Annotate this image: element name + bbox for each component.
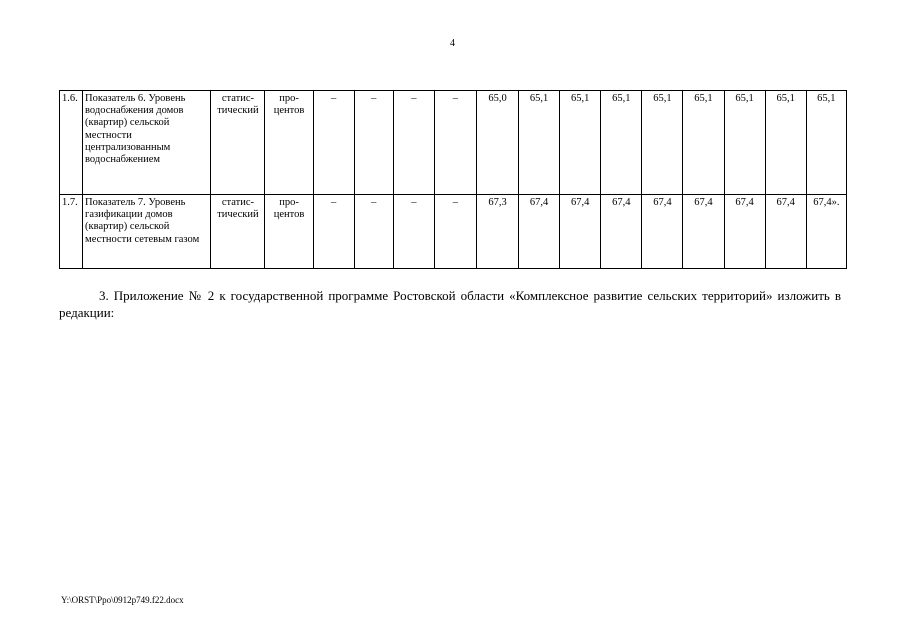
unit-cell: про-центов xyxy=(265,91,313,195)
value-cell: 67,4». xyxy=(806,195,846,269)
file-path-footer: Y:\ORST\Ppo\0912p749.f22.docx xyxy=(61,595,184,605)
value-cell: 65,1 xyxy=(601,91,642,195)
value-cell: 67,3 xyxy=(476,195,518,269)
value-cell: 65,1 xyxy=(642,91,683,195)
value-cell: 65,1 xyxy=(519,91,560,195)
indicator-name-cell: Показатель 6. Уровень водоснабжения домов (квартир) сельской местности централизованным водоснабжением xyxy=(83,91,211,195)
value-cell: 67,4 xyxy=(519,195,560,269)
value-cell: – xyxy=(393,91,434,195)
indicator-type-cell: статис-тический xyxy=(211,91,265,195)
value-cell: 65,1 xyxy=(765,91,806,195)
value-cell: 67,4 xyxy=(642,195,683,269)
value-cell: – xyxy=(354,195,393,269)
value-cell: 67,4 xyxy=(765,195,806,269)
value-cell: – xyxy=(313,91,354,195)
unit-cell: про-центов xyxy=(265,195,313,269)
value-cell: 65,0 xyxy=(476,91,518,195)
value-cell: 65,1 xyxy=(683,91,724,195)
indicators-table xyxy=(59,90,847,269)
row-number-cell: 1.7. xyxy=(60,195,83,269)
value-cell: 65,1 xyxy=(724,91,765,195)
value-cell: – xyxy=(434,91,476,195)
value-cell: 65,1 xyxy=(560,91,601,195)
page-number: 4 xyxy=(450,38,455,49)
table-row xyxy=(60,91,847,195)
body-paragraph: 3. Приложение № 2 к государственной программе Ростовской области «Комплексное развитие сельских территорий» изложить в редакции: xyxy=(59,288,841,320)
value-cell: – xyxy=(313,195,354,269)
value-cell: 67,4 xyxy=(724,195,765,269)
value-cell: 67,4 xyxy=(683,195,724,269)
row-number-cell: 1.6. xyxy=(60,91,83,195)
value-cell: – xyxy=(434,195,476,269)
value-cell: 67,4 xyxy=(601,195,642,269)
indicator-name-cell: Показатель 7. Уровень газификации домов (квартир) сельской местности сетевым газом xyxy=(83,195,211,269)
table-row xyxy=(60,195,847,269)
value-cell: – xyxy=(354,91,393,195)
value-cell: 67,4 xyxy=(560,195,601,269)
value-cell: 65,1 xyxy=(806,91,846,195)
indicator-type-cell: статис-тический xyxy=(211,195,265,269)
value-cell: – xyxy=(393,195,434,269)
